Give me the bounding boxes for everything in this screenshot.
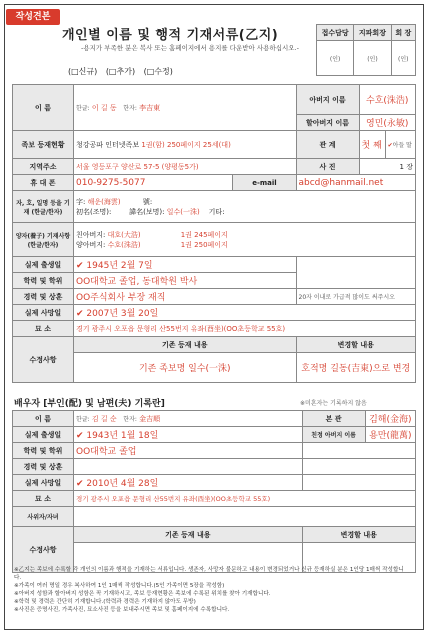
phone-value[interactable]: 010-9275-5077: [74, 175, 233, 191]
edu-value[interactable]: OO대학교 졸업, 동대학원 박사: [74, 273, 297, 289]
father-label: 아버지 이름: [296, 85, 359, 115]
spouse-after-label: 변경할 내용: [302, 527, 415, 543]
spouse-career-label: 경력 및 상훈: [13, 459, 74, 475]
page-2b[interactable]: 250페이지: [194, 240, 228, 249]
grandfather-name[interactable]: 영민(永敏): [359, 115, 416, 131]
before-label: 기존 등재 내용: [74, 337, 297, 353]
spouse-correction-label: 수정사항: [13, 527, 74, 573]
death-value[interactable]: ✔ 2007년 3월 20일: [74, 305, 416, 321]
book-gen[interactable]: 25세(대): [202, 140, 231, 149]
approval-seal-1: (인): [317, 41, 354, 76]
spouse-name-label: 이 름: [13, 411, 74, 427]
name-hanja[interactable]: 李吉東: [139, 103, 161, 112]
relation-label: 관 계: [296, 131, 359, 159]
birth-father-label: 친아버지:: [76, 230, 106, 239]
relation-options: ✔아들 딸: [385, 131, 415, 159]
spouse-death[interactable]: ✔ 2010년 4월 28일: [74, 475, 303, 491]
notes: [14, 566, 410, 614]
sogeum-label: 諱名(보명):: [129, 207, 165, 216]
spouse-name-cell: [74, 411, 303, 427]
ho-label: 號:: [142, 197, 153, 206]
spouse-father-label: 친정 아버지 이름: [302, 427, 365, 443]
birth-label: 실제 출생일: [13, 257, 74, 273]
book-text: 청강공파 인터넷족보: [76, 140, 140, 149]
gita-label: 기타:: [208, 207, 225, 216]
relation-value[interactable]: 첫 째: [359, 131, 385, 159]
spouse-career-note: [302, 459, 415, 475]
spouse-hanja[interactable]: 金吉順: [139, 414, 161, 423]
spouse-birth-label: 실제 출생일: [13, 427, 74, 443]
spouse-hanja-label: 한자:: [123, 415, 137, 423]
career-label: 경력 및 상훈: [13, 289, 74, 305]
sample-badge: 작성견본: [6, 9, 60, 25]
adopt-label: 양자(養子) 기재사항 (한글/한자): [13, 223, 74, 257]
book-page[interactable]: 250페이지: [167, 140, 201, 149]
career-value[interactable]: OO주식회사 부장 재직: [74, 289, 297, 305]
option-edit[interactable]: (□수정): [143, 67, 173, 76]
spouse-edu-label: 학력 및 학위: [13, 443, 74, 459]
book-vol[interactable]: 1권(함): [141, 140, 165, 149]
alias-cell: [74, 191, 416, 223]
spouse-clan-label: 본 관: [302, 411, 365, 427]
book-cell: [74, 131, 297, 159]
approval-header-1: 접수담당: [317, 25, 354, 41]
spouse-death-extra: [302, 475, 415, 491]
spouse-tomb-label: 묘 소: [13, 491, 74, 507]
spouse-section-title: 배우자 [부인(配) 및 남편(夫) 기록란]: [14, 399, 165, 409]
note-5: ※사진은 증명사진, 가족사진, 묘소사진 등을 보내주시면 족보 및 홈페이지에 수록합니다.: [14, 607, 230, 613]
spouse-remarry-label: 사위자/자녀: [13, 507, 74, 527]
book-vol-2b[interactable]: 1권: [180, 240, 192, 249]
name-cell: [74, 85, 297, 131]
ilmyeong-label: 初名(조명):: [76, 207, 112, 216]
option-add[interactable]: (□추가): [105, 67, 136, 76]
region-value[interactable]: 서울 영등포구 양산로 57-5 (양평동5가): [74, 159, 297, 175]
correction-label: 수정사항: [13, 337, 74, 383]
approval-header-3: 회 장: [391, 25, 415, 41]
note-2: ※가족이 여러 명일 경우 복사하여 1인 1매씩 작성합니다.(5인 가족이면 5장을 작성함): [14, 583, 225, 589]
career-note: 20자 이내로 가급적 많이도 써주시오: [296, 289, 416, 305]
type-options: [68, 66, 179, 77]
spouse-birth[interactable]: ✔ 1943년 1월 18일: [74, 427, 303, 443]
spouse-hangul[interactable]: 김 길 순: [91, 414, 117, 423]
sogeum-value[interactable]: 일수(一洙): [166, 207, 200, 216]
page-title: 개인별 이름 및 행적 기재서류(乙지): [62, 28, 279, 43]
spouse-edu-note: [302, 443, 415, 459]
birth-value[interactable]: ✔ 1945년 2월 7일: [74, 257, 297, 273]
adopt-cell: [74, 223, 416, 257]
option-new[interactable]: (□신규): [68, 67, 98, 76]
foster-father-value[interactable]: 수호(洙浩): [107, 240, 141, 249]
ja-label: 字:: [76, 197, 86, 206]
note-4: ※학력 및 경력은 간단히 기재합니다.(학력과 경력은 기재하지 않아도 무방): [14, 599, 196, 605]
death-label: 실제 사망일: [13, 305, 74, 321]
photo-label: 사 진: [296, 159, 359, 175]
ja-value[interactable]: 해운(海雲): [87, 197, 121, 206]
name-label: 이 름: [13, 85, 74, 131]
check-icon: ✔: [76, 261, 84, 271]
spouse-father[interactable]: 용만(龍萬): [365, 427, 415, 443]
note-3: ※아버지 성함과 할아버지 성함은 꼭 기재하시고, 족보 등재현황은 족보에 수록된 위치를 찾아 기재합니다.: [14, 591, 271, 597]
approval-table: [316, 24, 416, 76]
book-vol-2a[interactable]: 1권: [180, 230, 192, 239]
after-label: 변경할 내용: [296, 337, 416, 353]
father-name[interactable]: 수호(洙浩): [359, 85, 416, 115]
spouse-hangul-label: 한글:: [76, 415, 90, 423]
spouse-section-note: ※미혼자는 기록하지 않음: [300, 400, 367, 407]
spouse-table: [12, 410, 416, 573]
hanja-label: 한자:: [123, 104, 137, 112]
check-icon: ✔: [76, 309, 84, 319]
before-value[interactable]: 기존 족보명 일수(一洙): [74, 353, 297, 383]
after-value[interactable]: 호적명 길동(吉東)으로 변경: [296, 353, 416, 383]
subtitle: -용지가 부족한 분은 복사 또는 홈페이지에서 용지를 다운받아 사용하십시오.-: [81, 44, 299, 52]
approval-seal-3: (인): [391, 41, 415, 76]
person-table: [12, 84, 416, 383]
phone-label: 휴 대 폰: [13, 175, 74, 191]
spouse-remarry[interactable]: [74, 507, 416, 527]
alias-label: 자, 호, 일명 등을 기재 (한글/한자): [13, 191, 74, 223]
foster-father-label: 양아버지:: [76, 240, 106, 249]
name-hangul[interactable]: 이 길 동: [91, 103, 117, 112]
email-value[interactable]: abcd@hanmail.net: [296, 175, 416, 191]
check-icon: ✔: [387, 142, 393, 149]
region-label: 지역주소: [13, 159, 74, 175]
photo-count[interactable]: 1 장: [359, 159, 416, 175]
tomb-label: 묘 소: [13, 321, 74, 337]
page-2a[interactable]: 245페이지: [194, 230, 228, 239]
birth-note: [296, 257, 416, 289]
edu-label: 학력 및 학위: [13, 273, 74, 289]
grandfather-label: 할아버지 이름: [296, 115, 359, 131]
spouse-death-label: 실제 사망일: [13, 475, 74, 491]
spouse-tomb[interactable]: 경기 광주시 오포읍 문형리 산55번지 유좌(酉坐)(OO초등학교 55호): [74, 491, 416, 507]
approval-seal-2: (인): [354, 41, 391, 76]
check-icon: ✔: [76, 431, 84, 441]
spouse-clan[interactable]: 김해(金海): [365, 411, 415, 427]
spouse-before-label: 기존 등재 내용: [74, 527, 303, 543]
email-label: e-mail: [233, 175, 296, 191]
check-icon: ✔: [76, 479, 84, 489]
book-label: 족보 등재현황: [13, 131, 74, 159]
tomb-value[interactable]: 경기 광주시 오포읍 문형리 산55번지 유좌(酉坐)(OO초등학교 55호): [74, 321, 416, 337]
birth-father-value[interactable]: 대호(大浩): [107, 230, 141, 239]
hangul-label: 한글:: [76, 104, 90, 112]
spouse-edu[interactable]: OO대학교 졸업: [74, 443, 303, 459]
approval-header-2: 지파회장: [354, 25, 391, 41]
spouse-career[interactable]: [74, 459, 303, 475]
note-1: ※乙지는 족보에 수록할 각 개인의 이름과 행적을 기재하는 서류입니다. 생존자, 사망자 불문하고 내용이 변경되었거나 신규 등재하실 분은 1인당 1매씩 작성합니다.: [14, 567, 404, 581]
